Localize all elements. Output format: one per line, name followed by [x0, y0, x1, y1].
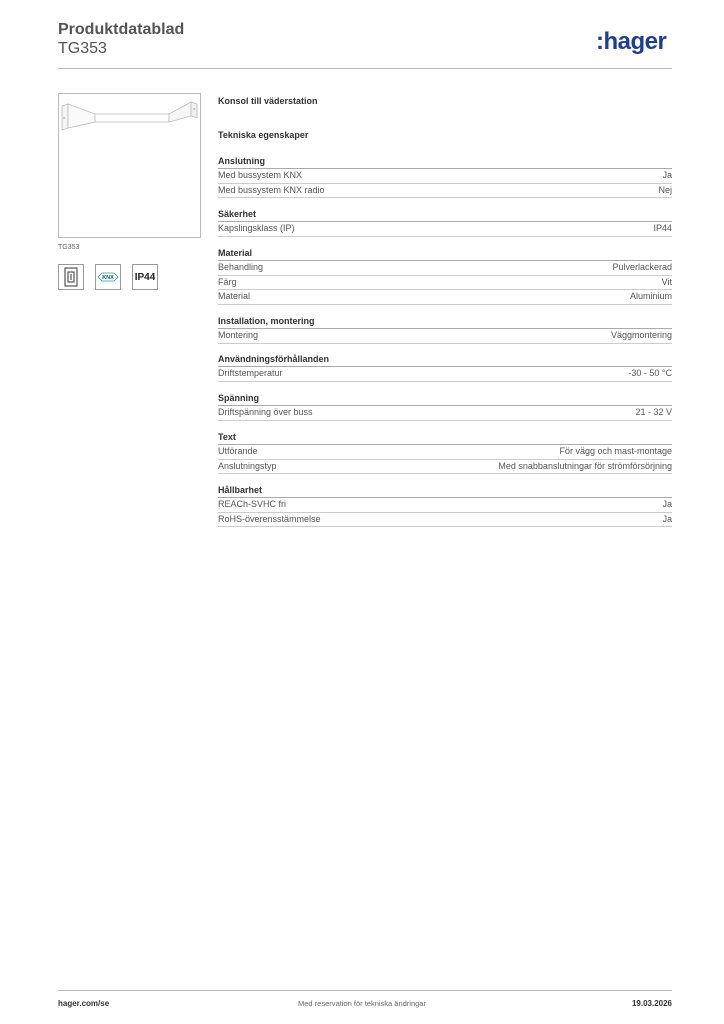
spec-row	[218, 290, 672, 305]
spec-row	[218, 513, 672, 528]
product-name: Konsol till väderstation	[218, 96, 318, 106]
section-title: Anslutning	[218, 155, 672, 169]
section-anslutning	[218, 155, 672, 198]
spec-value: Pulverlackerad	[612, 262, 672, 272]
product-image	[58, 93, 201, 238]
tech-specs-heading: Tekniska egenskaper	[218, 130, 309, 140]
image-caption: TG353	[58, 244, 80, 251]
certification-badges	[58, 264, 158, 290]
spec-row	[218, 498, 672, 513]
section-title: Användningsförhållanden	[218, 353, 672, 367]
section-title: Spänning	[218, 392, 672, 406]
spec-value: 21 - 32 V	[635, 407, 672, 417]
header-divider	[58, 68, 672, 69]
spec-value: Nej	[658, 184, 672, 195]
hager-logo: :hager	[596, 28, 667, 55]
spec-value: Ja	[662, 513, 672, 524]
spec-label: Driftspänning över buss	[218, 407, 313, 417]
logo-text: hager	[603, 28, 667, 55]
section-sakerhet	[218, 208, 672, 237]
knx-label: KNX	[102, 275, 114, 281]
section-material	[218, 247, 672, 305]
spec-row	[218, 460, 672, 475]
product-code: TG353	[58, 40, 107, 57]
spec-label: REACh-SVHC fri	[218, 499, 287, 509]
spec-row	[218, 329, 672, 344]
section-hallbarhet	[218, 484, 672, 527]
spec-label: Med bussystem KNX radio	[218, 184, 325, 195]
spec-value: Ja	[662, 499, 672, 509]
spec-row	[218, 406, 672, 421]
section-installation	[218, 315, 672, 344]
spec-label: Kapslingsklass (IP)	[218, 223, 295, 233]
spec-label: RoHS-överensstämmelse	[218, 513, 321, 524]
footer-divider	[58, 990, 672, 991]
spec-label: Driftstemperatur	[218, 368, 283, 378]
section-spanning	[218, 392, 672, 421]
spec-value: Aluminium	[629, 291, 672, 302]
spec-value: Ja	[662, 170, 672, 180]
spec-row	[218, 276, 672, 291]
footer-website: hager.com/se	[58, 999, 110, 1008]
footer-disclaimer: Med reservation för tekniska ändringar	[298, 999, 426, 1008]
spec-value: Vit	[661, 276, 672, 287]
spec-value: För vägg och mast-montage	[559, 446, 672, 456]
section-title: Material	[218, 247, 672, 261]
spec-row	[218, 184, 672, 199]
ip44-badge: IP44	[132, 264, 158, 290]
spec-row	[218, 445, 672, 460]
section-text	[218, 431, 672, 474]
spec-label: Material	[218, 291, 251, 302]
spec-label: Färg	[218, 276, 237, 287]
spec-row	[218, 367, 672, 382]
section-title: Säkerhet	[218, 208, 672, 222]
section-title: Hållbarhet	[218, 484, 672, 498]
spec-value: Väggmontering	[610, 330, 672, 340]
spec-row	[218, 261, 672, 276]
spec-value: Med snabbanslutningar för strömförsörjning	[498, 460, 672, 471]
mounting-icon	[58, 264, 84, 290]
spec-label: Anslutningstyp	[218, 460, 277, 471]
spec-value: -30 - 50 °C	[628, 368, 672, 378]
section-title: Installation, montering	[218, 315, 672, 329]
spec-value: IP44	[653, 223, 672, 233]
spec-label: Montering	[218, 330, 259, 340]
page-title: Produktdatablad	[58, 21, 185, 38]
section-title: Text	[218, 431, 672, 445]
spec-label: Behandling	[218, 262, 264, 272]
section-anvandning	[218, 353, 672, 382]
spec-label: Utförande	[218, 446, 258, 456]
spec-row	[218, 169, 672, 184]
spec-label: Med bussystem KNX	[218, 170, 303, 180]
spec-row	[218, 222, 672, 237]
knx-icon	[95, 264, 121, 290]
footer-date: 19.03.2026	[631, 999, 672, 1008]
